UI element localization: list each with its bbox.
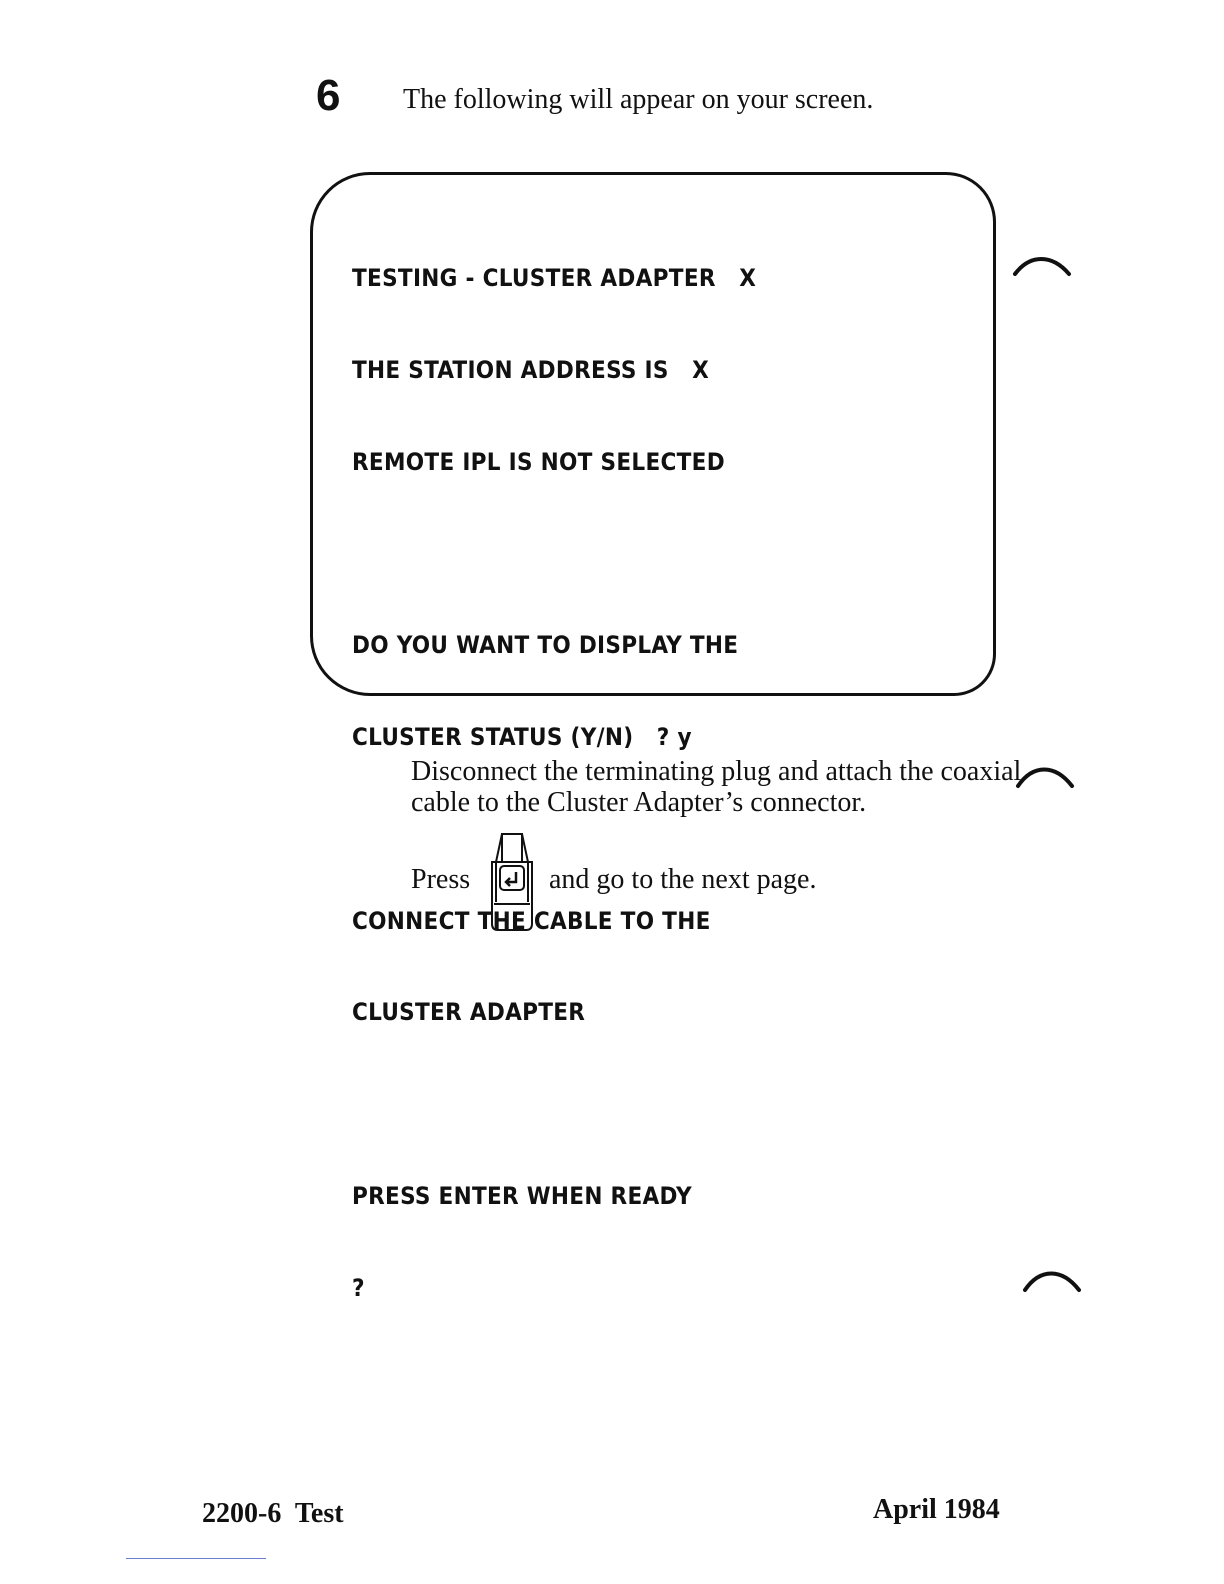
enter-key-icon (488, 832, 536, 934)
footer-date: April 1984 (873, 1494, 1000, 1525)
screen-line: CLUSTER STATUS (Y/N) ? y (352, 723, 692, 752)
tab-mark-icon (1012, 252, 1072, 278)
screen-line (352, 1089, 756, 1120)
screen-line (352, 539, 756, 570)
step-number: 6 (316, 71, 341, 120)
screen-line: CONNECT THE CABLE TO THE (352, 906, 711, 935)
footer-publication: 2200-6 Test (202, 1498, 344, 1529)
screen-line: THE STATION ADDRESS IS X (352, 355, 710, 384)
screen-line (352, 814, 756, 845)
press-label: Press (411, 864, 471, 895)
instruction-text: Disconnect the terminating plug and attach the coaxial cable to the Cluster Adapter’s connector. (411, 756, 1022, 818)
press-continuation: and go to the next page. (549, 864, 817, 895)
step-text: The following will appear on your screen. (403, 84, 874, 115)
screen-line: PRESS ENTER WHEN READY (352, 1182, 692, 1210)
page-edge-line (126, 1558, 266, 1559)
tab-mark-icon (1022, 1264, 1082, 1294)
press-instruction (411, 862, 817, 898)
screen-line: CLUSTER ADAPTER (352, 998, 586, 1027)
screen-line: TESTING - CLUSTER ADAPTER X (352, 264, 757, 293)
screen-line: DO YOU WANT TO DISPLAY THE (352, 631, 739, 660)
screen-line: REMOTE IPL IS NOT SELECTED (352, 447, 725, 476)
screen-line: ? (352, 1273, 365, 1302)
